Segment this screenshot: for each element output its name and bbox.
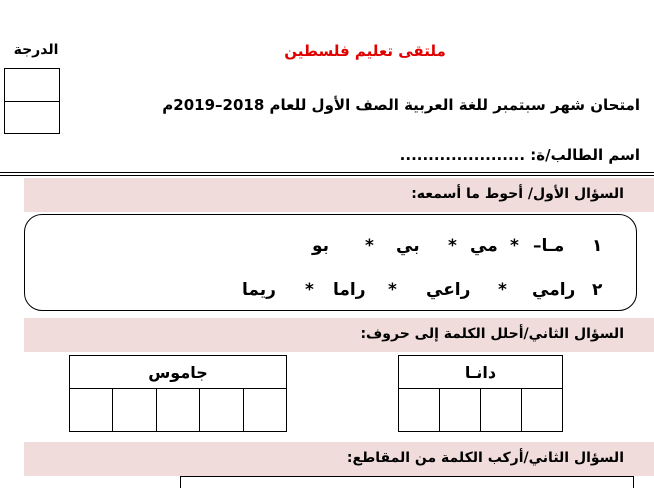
question3-title: السؤال الثاني/أركب الكلمة من المقاطع:	[346, 450, 624, 466]
row1-separator: *	[510, 236, 519, 256]
row1-number: ١	[592, 236, 603, 256]
row1-option: بي	[396, 236, 420, 256]
word-analysis-table-jamous	[69, 355, 287, 432]
site-title: ملتقى تعليم فلسطين	[284, 42, 446, 60]
row2-option: ريما	[242, 280, 276, 300]
question1-title: السؤال الأول/ أحوط ما أسمعه:	[411, 186, 624, 202]
answer-box[interactable]	[180, 476, 634, 488]
word-label: دانـا	[399, 356, 563, 389]
row1-option: بو	[312, 236, 330, 256]
letter-cell[interactable]	[399, 389, 440, 432]
divider-line-bottom	[0, 175, 654, 176]
divider-line-top	[0, 172, 654, 173]
word-analysis-table-dana	[398, 355, 563, 432]
letter-cell[interactable]	[243, 389, 287, 432]
question2-title: السؤال الثاني/أحلل الكلمة إلى حروف:	[360, 326, 624, 342]
row1-separator: *	[448, 236, 457, 256]
row2-separator: *	[498, 280, 507, 300]
student-name-field: اسم الطالب/ة: ......................	[399, 146, 640, 164]
letter-cell[interactable]	[70, 389, 113, 432]
grade-box-divider	[5, 101, 59, 102]
grade-box	[4, 68, 60, 134]
letter-cell[interactable]	[440, 389, 481, 432]
row2-option: راعي	[426, 280, 471, 300]
word-label: جاموس	[70, 356, 287, 389]
grade-label: الدرجة	[13, 42, 59, 58]
row2-number: ٢	[592, 280, 603, 300]
letter-cell[interactable]	[113, 389, 156, 432]
row2-option: راما	[333, 280, 366, 300]
letter-cell[interactable]	[522, 389, 563, 432]
letter-cell[interactable]	[156, 389, 199, 432]
row1-separator: *	[365, 236, 374, 256]
row1-option: مي	[470, 236, 498, 256]
exam-title: امتحان شهر سبتمبر للغة العربية الصف الأول للعام 2018–2019م	[162, 96, 640, 114]
letter-cell[interactable]	[200, 389, 243, 432]
row1-option: –مـا	[533, 236, 565, 256]
row2-separator: *	[305, 280, 314, 300]
row2-option: رامي	[532, 280, 576, 300]
letter-cell[interactable]	[481, 389, 522, 432]
row2-separator: *	[388, 280, 397, 300]
